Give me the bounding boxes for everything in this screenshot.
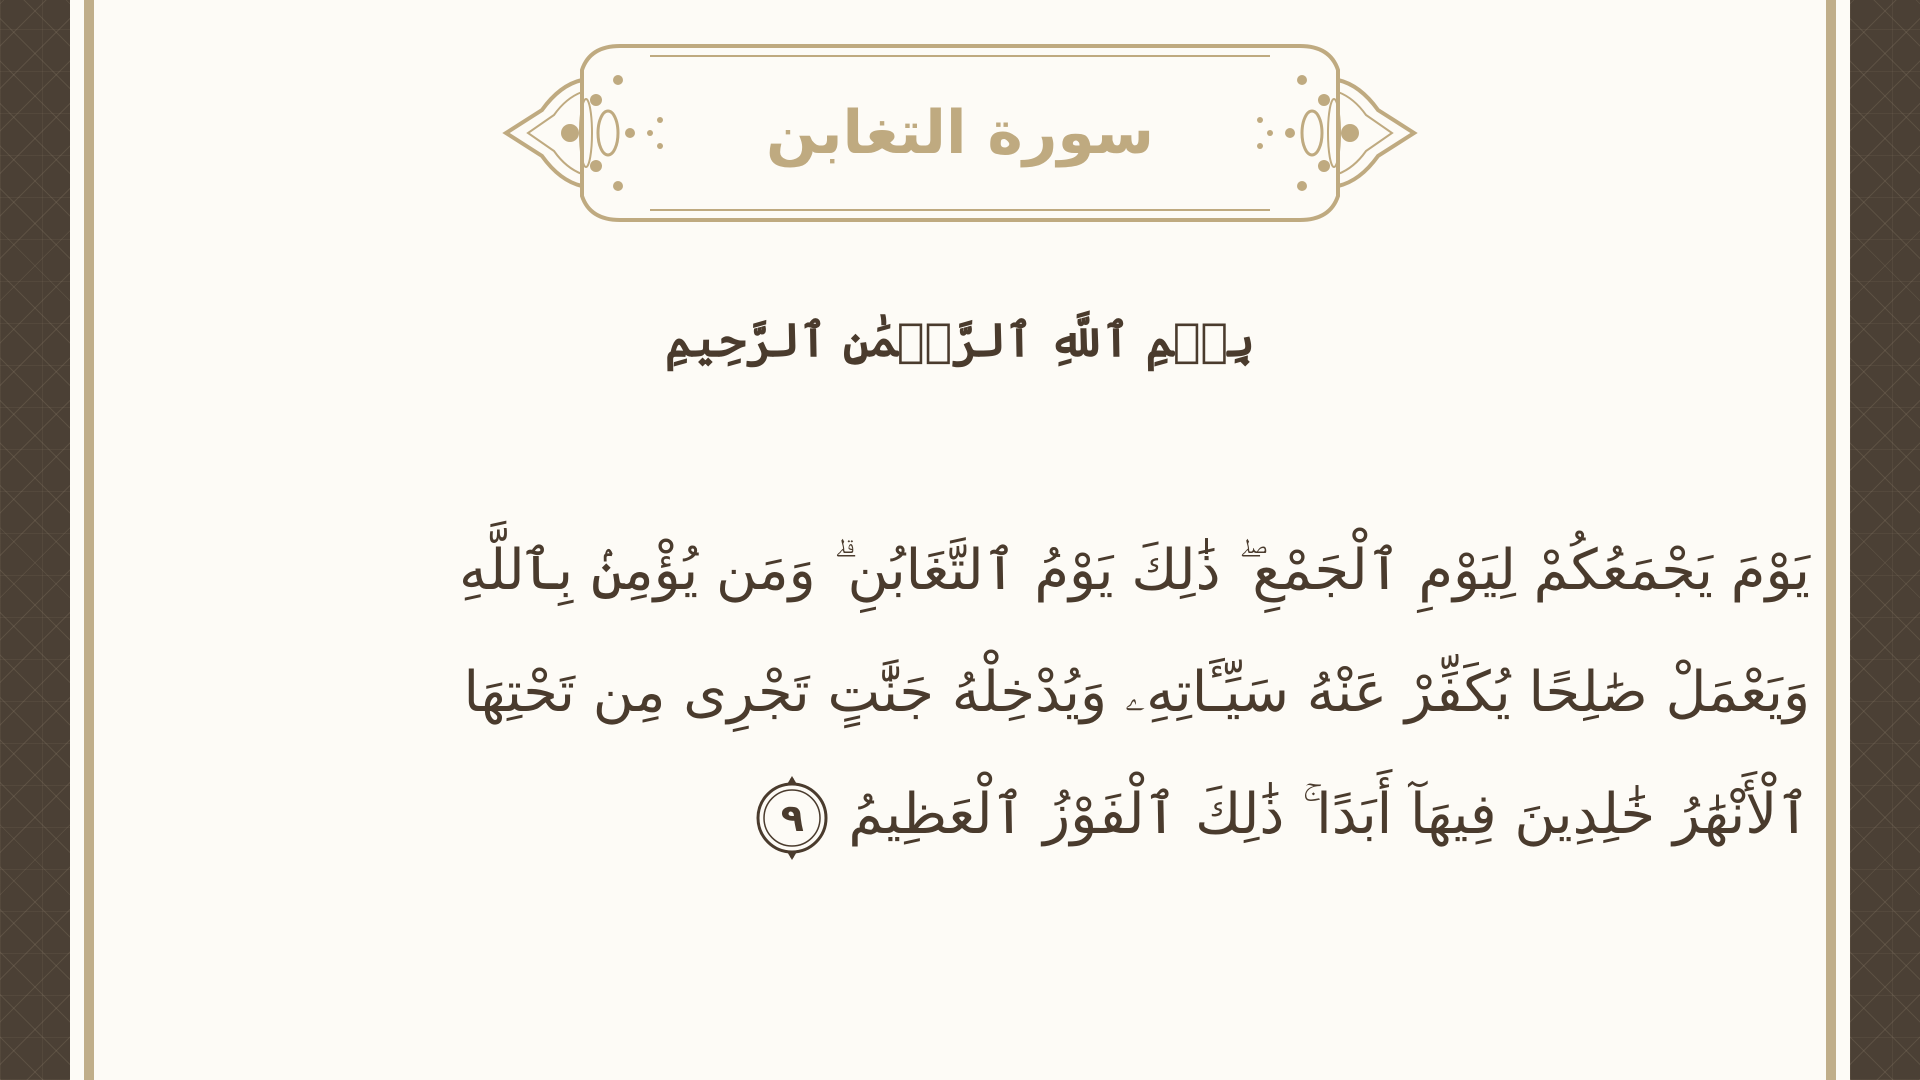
ayah-number: ٩ [780,795,804,840]
verse-line-1: يَوْمَ يَجْمَعُكُمْ لِيَوْمِ ٱلْجَمْعِ ۖ ذَٰلِكَ يَوْمُ ٱلتَّغَابُنِ ۗ وَمَن يُؤْمِنۢ بِٱللَّهِ [459,538,1810,603]
surah-title-frame [500,40,1420,226]
left-ornamental-border [0,0,70,1080]
right-ornamental-border [1850,0,1920,1080]
verse-line-2: وَيَعْمَلْ صَٰلِحًا يُكَفِّرْ عَنْهُ سَيِّـَٔاتِهِۦ وَيُدْخِلْهُ جَنَّٰتٍ تَجْرِى مِن تَحْتِهَا [463,660,1810,725]
surah-title: سورة التغابن [766,98,1154,168]
left-inner-gap [70,0,84,1080]
left-gold-strip [84,0,94,1080]
verse-line-3-text: ٱلْأَنْهَٰرُ خَٰلِدِينَ فِيهَآ أَبَدًا ۚ ذَٰلِكَ ٱلْفَوْزُ ٱلْعَظِيمُ [848,782,1810,847]
verse-line-3 [270,754,1810,876]
ayah-number-marker [750,776,834,860]
basmala-calligraphy: بِسۡمِ ٱللَّهِ ٱلرَّحۡمَٰنِ ٱلرَّحِيمِ [665,313,1255,367]
right-gold-strip [1826,0,1836,1080]
right-inner-gap [1836,0,1850,1080]
verse-text [270,510,1810,876]
